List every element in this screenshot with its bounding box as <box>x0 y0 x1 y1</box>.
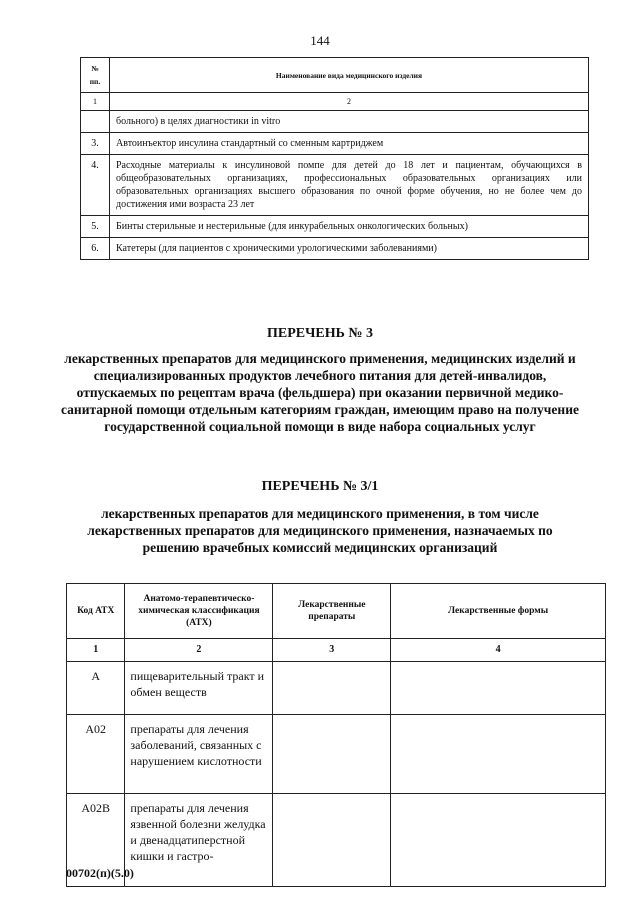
table-row <box>81 111 589 133</box>
list-3-1-subtitle: лекарственных препаратов для медицинского применения, в том числе лекарственных препаратов для медицинского применения, назначаемых по решению врачебных комиссий медицинских организаций <box>87 506 553 555</box>
col-number: 1 <box>67 639 125 662</box>
row-num: 6. <box>81 238 110 260</box>
atc-code: А02В <box>67 794 125 887</box>
atc-class: препараты для лечения заболеваний, связанных с нарушением кислотности <box>125 715 273 794</box>
row-num <box>81 111 110 133</box>
row-text: Расходные материалы к инсулиновой помпе для детей до 18 лет и пациентам, обучающихся в общеобразовательных организациях, профессиональных образовательных организациях или образовательных организациях высшего образования по очной форме обучения, но не более чем до достижения ими возраста 23 лет <box>110 155 589 216</box>
col-header-atc-class: Анатомо-терапевтическо-химическая классификация (АТХ) <box>125 584 273 639</box>
list-3-title: ПЕРЕЧЕНЬ № 3 <box>267 326 373 341</box>
list-3-1-title: ПЕРЕЧЕНЬ № 3/1 <box>261 479 379 494</box>
col-header-atc-code: Код АТХ <box>67 584 125 639</box>
col-header-name: Наименование вида медицинского изделия <box>110 58 589 93</box>
col-number: 1 <box>81 93 110 111</box>
row-text: Катетеры (для пациентов с хроническими урологическими заболеваниями) <box>110 238 589 260</box>
table-row <box>67 715 606 794</box>
table-row <box>81 155 589 216</box>
atc-code: А02 <box>67 715 125 794</box>
drug-name <box>273 715 391 794</box>
atc-drugs-table <box>66 583 606 887</box>
page-number: 144 <box>310 33 330 48</box>
table-row <box>81 238 589 260</box>
medical-devices-table <box>80 57 589 260</box>
atc-class: препараты для лечения язвенной болезни желудка и двенадцатиперстной кишки и гастро- <box>125 794 273 887</box>
col-number: 4 <box>391 639 606 662</box>
row-text: Автоинъектор инсулина стандартный со сменным картриджем <box>110 133 589 155</box>
document-code: 00702(п)(5.0) <box>66 866 134 880</box>
col-number: 2 <box>125 639 273 662</box>
col-header-drugs: Лекарственные препараты <box>273 584 391 639</box>
col-header-num: № пп. <box>81 58 110 93</box>
row-num: 3. <box>81 133 110 155</box>
atc-code: А <box>67 662 125 715</box>
row-text: Бинты стерильные и нестерильные (для инкурабельных онкологических больных) <box>110 216 589 238</box>
table-row <box>81 216 589 238</box>
drug-form <box>391 794 606 887</box>
drug-form <box>391 662 606 715</box>
table-row <box>81 133 589 155</box>
row-text: больного) в целях диагностики in vitro <box>110 111 589 133</box>
col-header-forms: Лекарственные формы <box>391 584 606 639</box>
col-number: 3 <box>273 639 391 662</box>
list-3-subtitle: лекарственных препаратов для медицинского применения, медицинских изделий и специализированных продуктов лечебного питания для детей-инвалидов, отпускаемых по рецептам врача (фельдшера) при оказании первичной медико-санитарной помощи отдельным категориям граждан, имеющим право на получение государственной социальной помощи в виде набора социальных услуг <box>61 351 579 434</box>
drug-form <box>391 715 606 794</box>
col-number: 2 <box>110 93 589 111</box>
row-num: 5. <box>81 216 110 238</box>
drug-name <box>273 794 391 887</box>
table-row <box>67 662 606 715</box>
drug-name <box>273 662 391 715</box>
row-num: 4. <box>81 155 110 216</box>
table-row <box>67 794 606 887</box>
atc-class: пищеварительный тракт и обмен веществ <box>125 662 273 715</box>
